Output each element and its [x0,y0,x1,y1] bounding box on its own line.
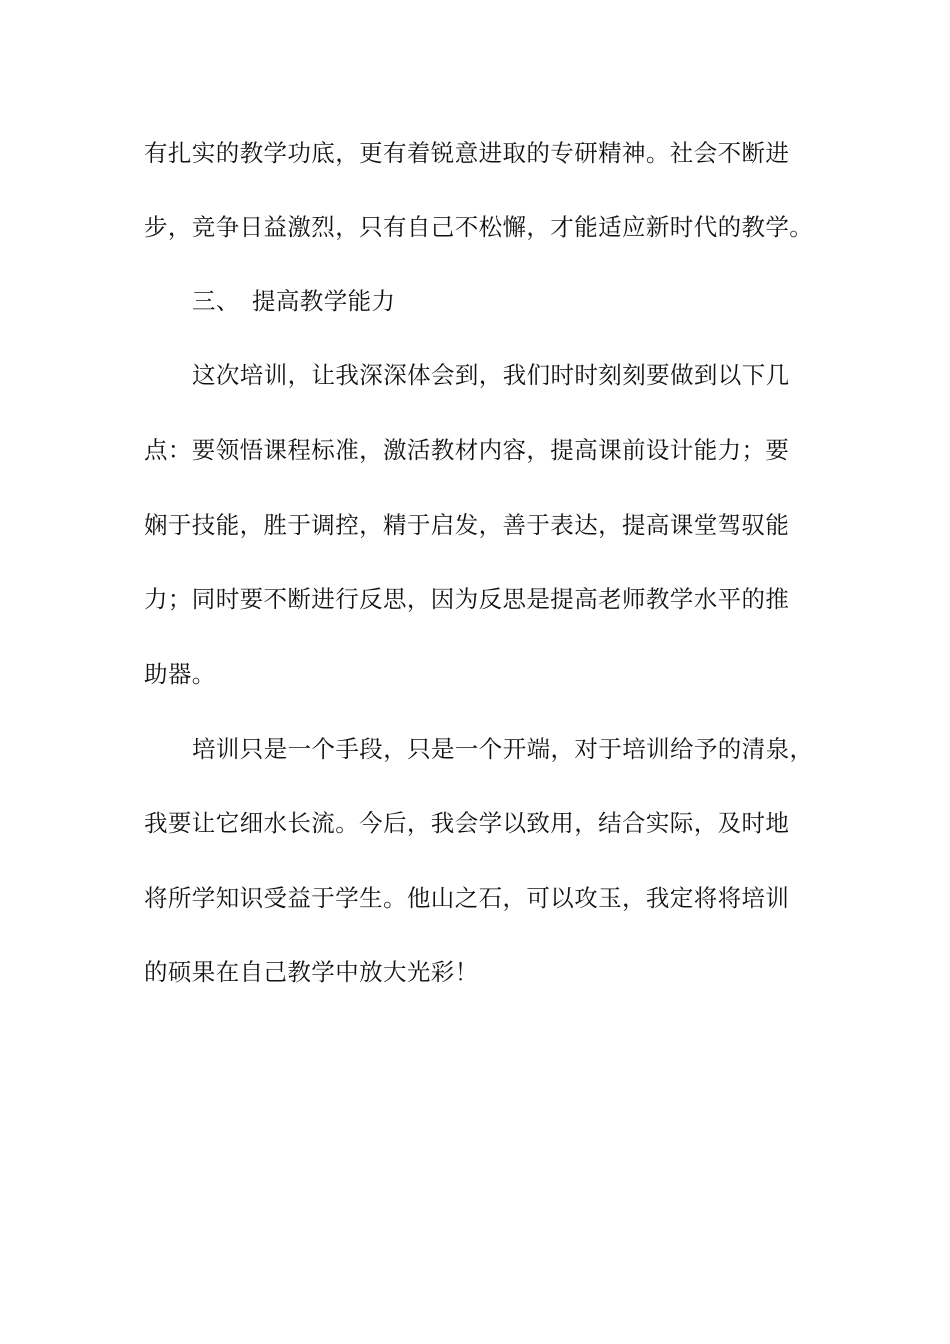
paragraph-line: 点：要领悟课程标准，激活教材内容，提高课前设计能力；要 [144,436,790,464]
section-heading-title: 提高教学能力 [252,287,396,315]
paragraph-line: 有扎实的教学功底，更有着锐意进取的专研精神。社会不断进 [144,139,790,167]
paragraph-line: 这次培训，让我深深体会到，我们时时刻刻要做到以下几 [192,361,790,389]
paragraph-line: 培训只是一个手段，只是一个开端，对于培训给予的清泉， [192,735,814,763]
paragraph-line: 的硕果在自己教学中放大光彩！ [144,958,479,986]
paragraph-line: 我要让它细水长流。今后，我会学以致用，结合实际，及时地 [144,809,790,837]
paragraph-line: 步，竞争日益激烈，只有自己不松懈，才能适应新时代的教学。 [144,213,814,241]
section-heading [192,286,395,316]
section-heading-number: 三、 [192,287,240,315]
paragraph-line: 娴于技能，胜于调控，精于启发，善于表达，提高课堂驾驭能 [144,511,790,539]
paragraph-line: 助器。 [144,660,216,688]
paragraph-line: 力；同时要不断进行反思，因为反思是提高老师教学水平的推 [144,585,790,613]
paragraph-line: 将所学知识受益于学生。他山之石，可以攻玉，我定将将培训 [144,884,790,912]
